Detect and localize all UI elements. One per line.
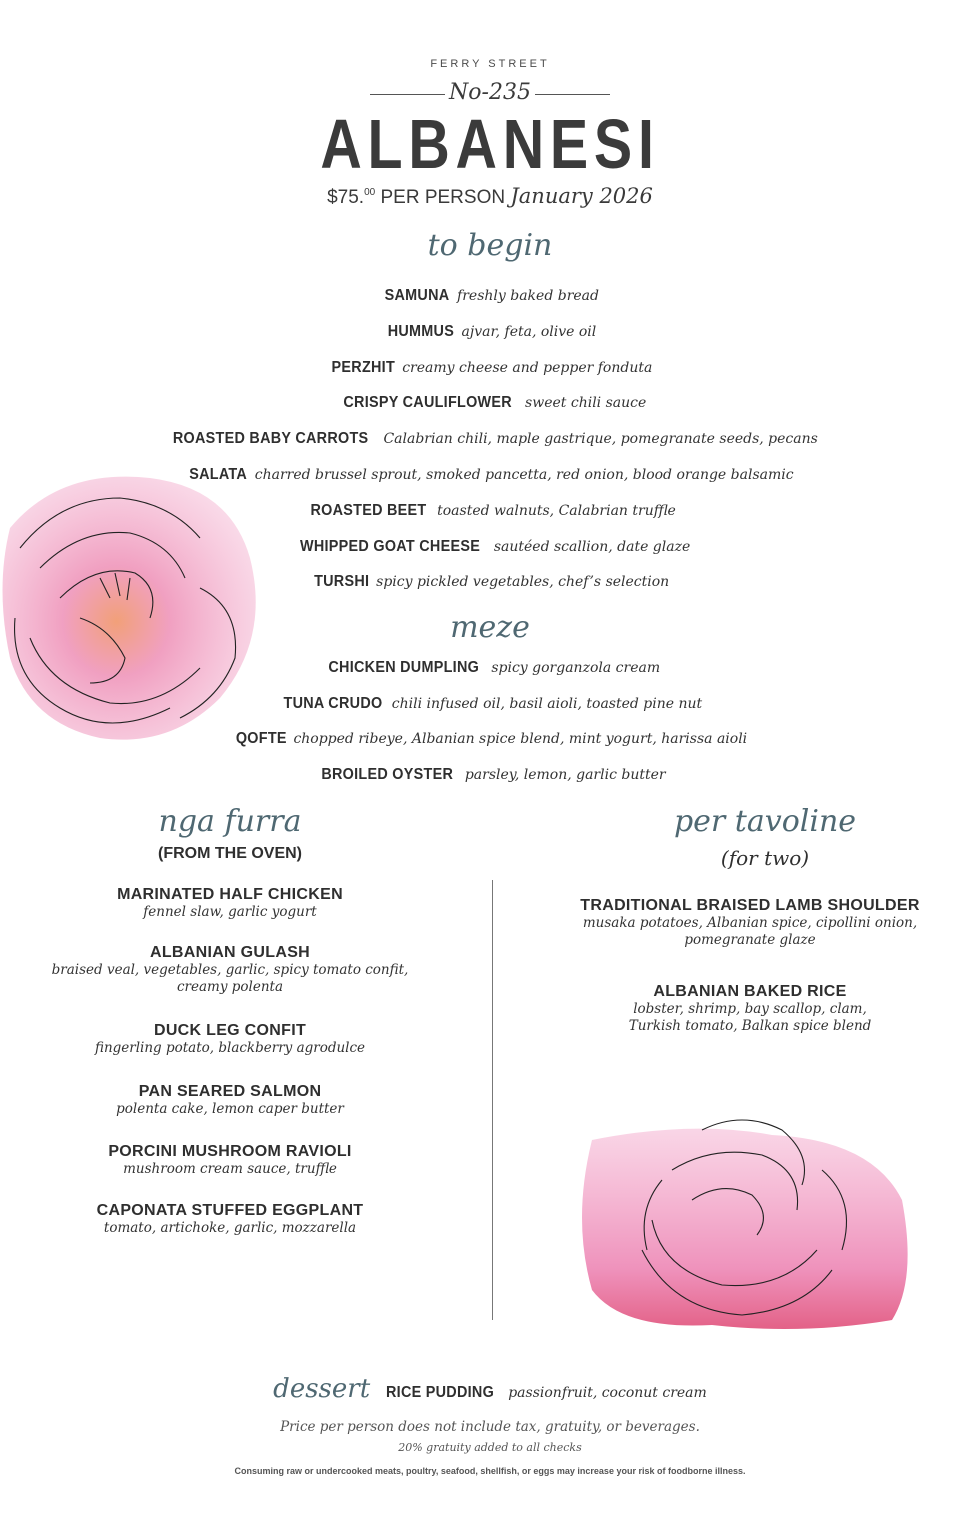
menu-item-desc: pomegranate glaze (684, 932, 816, 948)
dessert-item-name: RICE PUDDING (386, 1384, 495, 1401)
menu-item-name: ROASTED BEET (310, 501, 427, 519)
menu-item-name: CHICKEN DUMPLING (328, 659, 479, 676)
menu-item (30, 886, 430, 921)
menu-item (30, 1083, 430, 1118)
street-number: No-235 (449, 80, 531, 105)
menu-item-desc: ajvar, feta, olive oil (461, 323, 597, 340)
menu-item-name: ALBANIAN GULASH (149, 944, 311, 961)
peony-illustration-right (572, 1110, 922, 1340)
menu-item-name: MARINATED HALF CHICKEN (117, 886, 343, 903)
price-cents: 00 (364, 187, 376, 198)
menu-item-name: ROASTED BABY CARROTS (173, 430, 369, 448)
menu-item (30, 1022, 430, 1057)
meze-heading: meze (450, 610, 530, 645)
menu-item-name: ALBANIAN BAKED RICE (653, 983, 847, 1000)
foodborne-warning: Consuming raw or undercooked meats, poultry, seafood, shellfish, or eggs may increase your risk of foodborne illness. (234, 1466, 746, 1476)
menu-item-row (0, 358, 980, 378)
for-two-subheading: (for two) (720, 846, 810, 870)
per-person-label: PER PERSON (375, 187, 511, 208)
menu-item (30, 944, 430, 996)
menu-item-row (0, 393, 980, 413)
menu-item-desc: fennel slaw, garlic yogurt (143, 904, 317, 920)
menu-item-row (0, 694, 980, 714)
menu-item-desc: creamy cheese and pepper fonduta (402, 359, 653, 376)
menu-item-desc: lobster, shrimp, bay scallop, clam, (633, 1001, 867, 1017)
menu-item-name: CRISPY CAULIFLOWER (343, 394, 512, 412)
menu-item-name: PORCINI MUSHROOM RAVIOLI (108, 1143, 352, 1160)
menu-item-name: WHIPPED GOAT CHEESE (299, 537, 480, 555)
menu-item-row (0, 537, 980, 557)
menu-item-desc: charred brussel sprout, smoked pancetta, red onion, blood orange balsamic (254, 467, 794, 483)
menu-item-name: DUCK LEG CONFIT (153, 1022, 307, 1039)
menu-item-desc: toasted walnuts, Calabrian truffle (437, 502, 676, 519)
menu-item-row (0, 765, 980, 785)
gratuity-note: 20% gratuity added to all checks (398, 1441, 582, 1454)
menu-item-desc: spicy gorganzola cream (491, 660, 661, 676)
menu-item-desc: musaka potatoes, Albanian spice, cipollini onion, (582, 915, 918, 931)
nga-furra-heading: nga furra (158, 804, 302, 839)
menu-item-desc: freshly baked bread (457, 288, 599, 304)
to-begin-heading: to begin (427, 228, 553, 263)
menu-item-name: SAMUNA (384, 287, 450, 304)
menu-item-name: TUNA CRUDO (283, 694, 383, 712)
menu-item-desc: sweet chili sauce (525, 395, 647, 412)
menu-item (560, 983, 940, 1035)
menu-item (560, 897, 940, 949)
menu-date: January 2026 (510, 184, 653, 208)
menu-item-row (0, 322, 980, 342)
dessert-heading: dessert (273, 1374, 371, 1404)
menu-item-name: TRADITIONAL BRAISED LAMB SHOULDER (580, 897, 920, 914)
price-disclaimer: Price per person does not include tax, gratuity, or beverages. (280, 1419, 700, 1435)
menu-item-name: TURSHI (313, 573, 370, 591)
menu-item-desc: polenta cake, lemon caper butter (116, 1101, 344, 1117)
menu-item-row (0, 286, 980, 306)
menu-item-desc: tomato, artichoke, garlic, mozzarella (103, 1220, 357, 1236)
menu-item-desc: parsley, lemon, garlic butter (464, 766, 666, 783)
menu-item-row (0, 501, 980, 521)
menu-item-desc: chopped ribeye, Albanian spice blend, mint yogurt, harissa aioli (293, 731, 748, 747)
menu-item-desc: Calabrian chili, maple gastrique, pomegranate seeds, pecans (383, 431, 818, 448)
menu-item-desc: Turkish tomato, Balkan spice blend (628, 1018, 872, 1034)
menu-item-desc: fingerling potato, blackberry agrodulce (94, 1040, 366, 1056)
restaurant-name: ALBANESI (320, 105, 660, 183)
menu-item-name: PAN SEARED SALMON (138, 1083, 322, 1100)
menu-item-name: BROILED OYSTER (321, 765, 454, 783)
menu-item-name: HUMMUS (387, 322, 454, 340)
dessert-item-desc: passionfruit, coconut cream (508, 1385, 707, 1401)
price-main: $75. (327, 187, 365, 208)
per-tavoline-heading: per tavoline (673, 804, 857, 839)
menu-item (30, 1143, 430, 1178)
menu-item-desc: sautéed scallion, date glaze (493, 538, 691, 555)
menu-item-desc: creamy polenta (176, 979, 284, 995)
menu-item-desc: mushroom cream sauce, truffle (123, 1161, 337, 1177)
column-divider (492, 880, 493, 1320)
from-the-oven-subheading: (FROM THE OVEN) (158, 845, 302, 862)
menu-item-desc: spicy pickled vegetables, chef’s selection (376, 574, 670, 591)
menu-item-desc: chili infused oil, basil aioli, toasted pine nut (391, 695, 703, 712)
menu-item-row (0, 429, 980, 449)
menu-item-name: CAPONATA STUFFED EGGPLANT (96, 1202, 364, 1219)
menu-item-row (0, 658, 980, 678)
ferry-street-label: FERRY STREET (430, 58, 550, 70)
menu-item-row (0, 572, 980, 592)
dessert-line (0, 1374, 980, 1404)
menu-item-name: SALATA (189, 466, 248, 483)
menu-item-name: PERZHIT (331, 358, 395, 376)
menu-item-desc: braised veal, vegetables, garlic, spicy tomato confit, (51, 962, 409, 978)
menu-item-name: QOFTE (235, 730, 287, 747)
menu-item (30, 1202, 430, 1237)
menu-item-row (0, 465, 980, 485)
menu-item-row (0, 729, 980, 749)
price-line (0, 184, 980, 209)
